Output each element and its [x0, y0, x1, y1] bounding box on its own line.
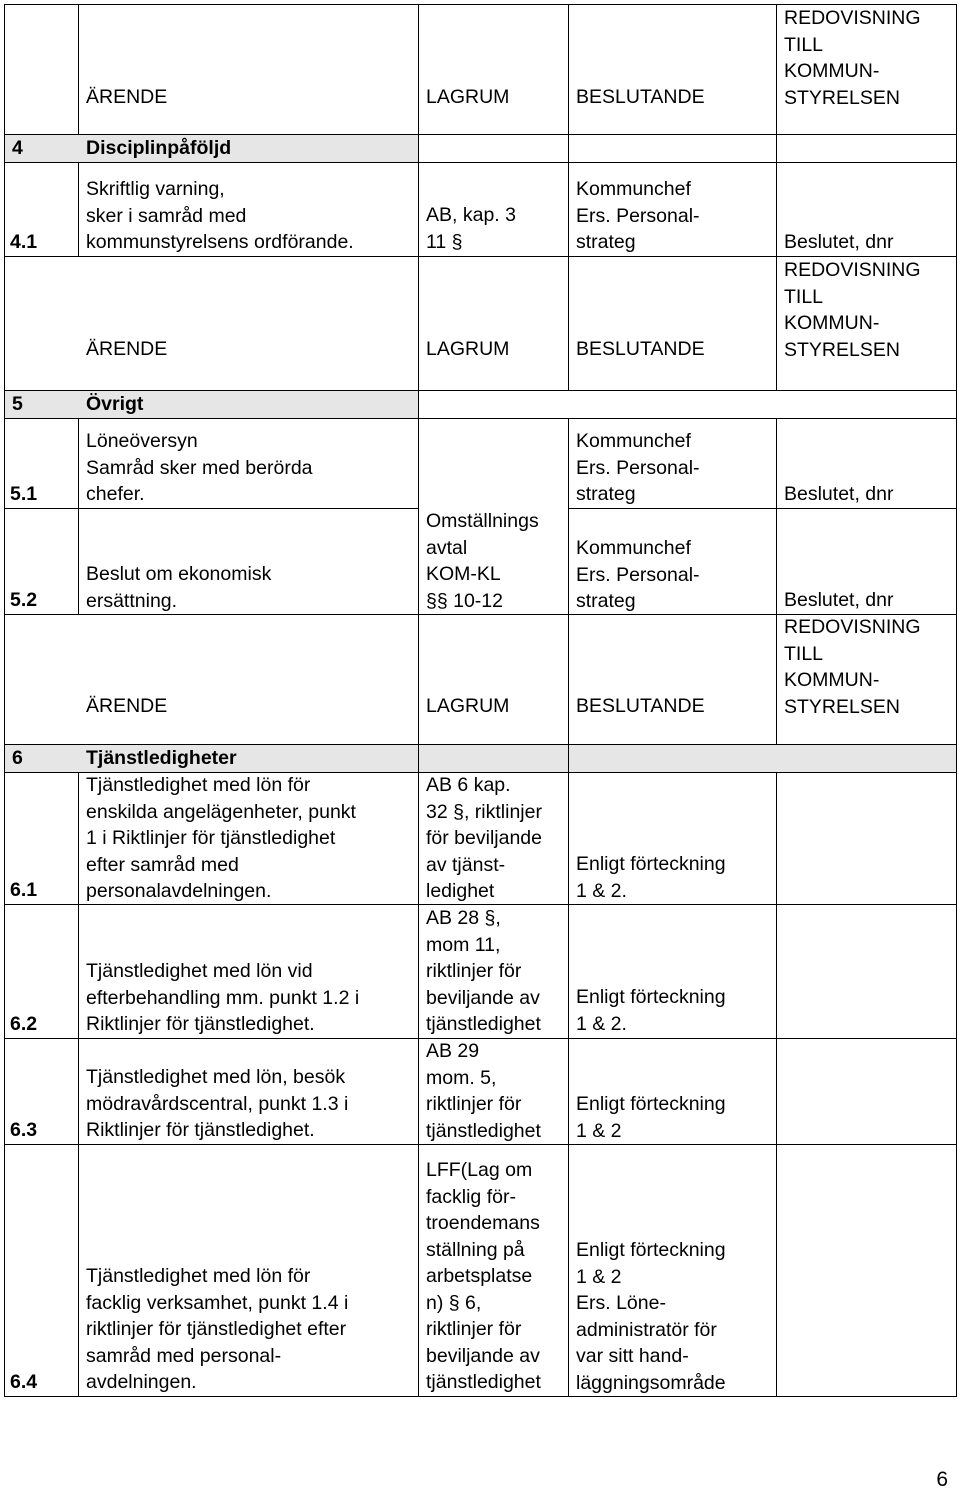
- row-4-1-arende: Skriftlig varning, sker i samråd med kommunstyrelsens ordförande.: [86, 178, 354, 253]
- row-5-2-arende: Beslut om ekonomisk ersättning.: [86, 563, 272, 612]
- section-6-title: Tjänstledigheter: [86, 747, 237, 769]
- row-5-1-number: 5.1: [10, 483, 38, 505]
- row-6-4-lagrum: LFF(Lag om facklig för- troendemans ställning på arbetsplatse n) § 6, riktlinjer för beviljande av tjänstledighet: [426, 1159, 541, 1393]
- row-4-1-lagrum: AB, kap. 3 11 §: [426, 204, 516, 253]
- row-6-3-lagrum: AB 29 mom. 5, riktlinjer för tjänstledighet: [426, 1040, 541, 1142]
- line-h-bottom: [4, 1396, 957, 1397]
- row-6-2-number: 6.2: [10, 1013, 38, 1035]
- header-lagrum: LAGRUM: [426, 695, 510, 717]
- header-beslutande: BESLUTANDE: [576, 86, 705, 108]
- line-h: [4, 162, 957, 163]
- header-redovisning: REDOVISNING TILL KOMMUN- STYRELSEN: [784, 7, 921, 109]
- row-5-2-number: 5.2: [10, 589, 38, 611]
- section-4-title: Disciplinpåföljd: [86, 137, 232, 159]
- section-5-shade: [4, 390, 418, 418]
- header-lagrum: LAGRUM: [426, 338, 510, 360]
- line-h: [4, 1144, 957, 1145]
- line-v: [78, 418, 79, 614]
- line-v: [418, 4, 419, 1397]
- row-5-1-redovisning: Beslutet, dnr: [784, 483, 894, 505]
- row-6-3-arende: Tjänstledighet med lön, besök mödravårdscentral, punkt 1.3 i Riktlinjer för tjänstledighet.: [86, 1066, 349, 1141]
- line-h: [4, 418, 957, 419]
- row-6-4-number: 6.4: [10, 1371, 38, 1393]
- section-6-number: 6: [12, 747, 23, 769]
- line-v-right: [956, 4, 957, 1397]
- row-6-1-beslutande: Enligt förteckning 1 & 2.: [576, 853, 726, 902]
- row-4-1-number: 4.1: [10, 231, 38, 253]
- header-redovisning: REDOVISNING TILL KOMMUN- STYRELSEN: [784, 259, 921, 361]
- row-4-1-beslutande: Kommunchef Ers. Personal- strateg: [576, 178, 700, 253]
- section-5-title: Övrigt: [86, 393, 144, 415]
- row-6-2-lagrum: AB 28 §, mom 11, riktlinjer för beviljande av tjänstledighet: [426, 907, 541, 1035]
- header-beslutande: BESLUTANDE: [576, 338, 705, 360]
- header-redovisning: REDOVISNING TILL KOMMUN- STYRELSEN: [784, 616, 921, 718]
- line-v: [78, 772, 79, 1397]
- row-6-1-number: 6.1: [10, 879, 38, 901]
- row-6-3-beslutande: Enligt förteckning 1 & 2: [576, 1093, 726, 1142]
- row-5-1-beslutande: Kommunchef Ers. Personal- strateg: [576, 430, 700, 505]
- header-arende: ÄRENDE: [86, 695, 168, 717]
- row-6-2-beslutande: Enligt förteckning 1 & 2.: [576, 986, 726, 1035]
- row-6-3-number: 6.3: [10, 1119, 38, 1141]
- row-6-1-lagrum: AB 6 kap. 32 §, riktlinjer för beviljande av tjänst- ledighet: [426, 774, 542, 902]
- page-number: 6: [936, 1468, 948, 1491]
- row-4-1-redovisning: Beslutet, dnr: [784, 231, 894, 253]
- line-v: [78, 4, 79, 134]
- line-h: [4, 508, 418, 509]
- line-v: [568, 4, 569, 390]
- line-v: [568, 418, 569, 1397]
- section-5-shared-lagrum: Omställnings avtal KOM-KL §§ 10-12: [426, 510, 539, 612]
- section-5-number: 5: [12, 393, 23, 415]
- line-v: [78, 162, 79, 256]
- line-v-left: [4, 4, 5, 1397]
- row-5-2-redovisning: Beslutet, dnr: [784, 589, 894, 611]
- line-v: [776, 4, 777, 390]
- line-h: [568, 508, 957, 509]
- row-5-1-arende: Löneöversyn Samråd sker med berörda chefer.: [86, 430, 313, 505]
- header-arende: ÄRENDE: [86, 86, 168, 108]
- header-beslutande: BESLUTANDE: [576, 695, 705, 717]
- section-4-number: 4: [12, 137, 23, 159]
- line-h: [4, 390, 957, 391]
- row-6-4-arende: Tjänstledighet med lön för facklig verksamhet, punkt 1.4 i riktlinjer för tjänstledighet efter samråd med personal- avdelningen.: [86, 1265, 349, 1393]
- line-v: [776, 418, 777, 744]
- row-5-2-beslutande: Kommunchef Ers. Personal- strateg: [576, 537, 700, 612]
- header-arende: ÄRENDE: [86, 338, 168, 360]
- row-6-1-arende: Tjänstledighet med lön för enskilda angelägenheter, punkt 1 i Riktlinjer för tjänstledighet efter samråd med personalavdelningen.: [86, 774, 356, 902]
- row-6-2-arende: Tjänstledighet med lön vid efterbehandling mm. punkt 1.2 i Riktlinjer för tjänstledighet.: [86, 960, 360, 1035]
- header-lagrum: LAGRUM: [426, 86, 510, 108]
- row-6-4-beslutande: Enligt förteckning 1 & 2 Ers. Löne- administratör för var sitt hand- läggningsområde: [576, 1239, 726, 1394]
- line-v: [776, 772, 777, 1397]
